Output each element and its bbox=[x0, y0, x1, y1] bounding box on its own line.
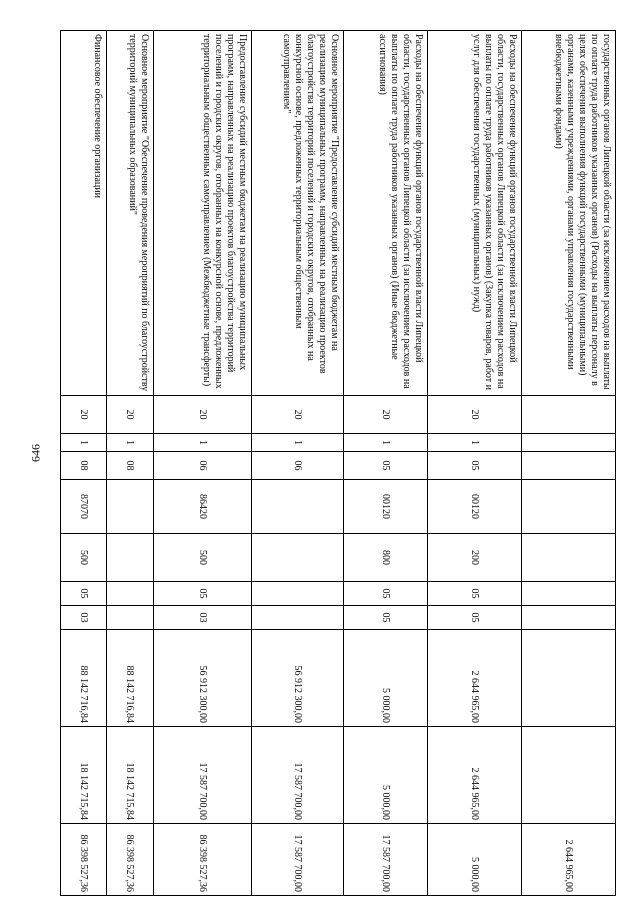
code-cell: 20 bbox=[252, 396, 344, 434]
code-cell: 03 bbox=[154, 606, 252, 630]
code-cell: 08 bbox=[61, 452, 107, 480]
code-cell bbox=[522, 480, 616, 534]
code-cell: 20 bbox=[344, 396, 428, 434]
code-cell: 500 bbox=[154, 534, 252, 582]
code-cell: 1 bbox=[252, 434, 344, 452]
row-description: Расходы на обеспечение функций органов государственной власти Липецкой области, государственных органов Липецкой области (за исключением расходов на выплаты по оплате труда работников указанных органов) (Иные бюджетные ассигнования) bbox=[344, 31, 428, 396]
amount-cell: 88 142 716,84 bbox=[107, 630, 154, 727]
code-cell bbox=[522, 434, 616, 452]
code-cell: 05 bbox=[61, 582, 107, 606]
code-cell bbox=[107, 534, 154, 582]
code-cell: 05 bbox=[428, 582, 522, 606]
code-cell bbox=[522, 582, 616, 606]
code-cell: 05 bbox=[428, 452, 522, 480]
row-description: Финансовое обеспечение организации bbox=[61, 31, 107, 396]
code-cell: 06 bbox=[154, 452, 252, 480]
code-cell: 05 bbox=[344, 582, 428, 606]
amount-cell: 86 398 527,36 bbox=[154, 824, 252, 896]
amount-cell: 17 587 700,00 bbox=[252, 824, 344, 896]
amount-cell: 86 398 527,36 bbox=[61, 824, 107, 896]
code-cell: 08 bbox=[107, 452, 154, 480]
code-cell: 1 bbox=[61, 434, 107, 452]
amount-cell: 5 000,00 bbox=[428, 824, 522, 896]
table-row bbox=[428, 31, 522, 896]
code-cell: 200 bbox=[428, 534, 522, 582]
amount-cell: 5 000,00 bbox=[344, 727, 428, 824]
amount-cell: 17 587 700,00 bbox=[154, 727, 252, 824]
code-cell: 86420 bbox=[154, 480, 252, 534]
code-cell: 20 bbox=[428, 396, 522, 434]
code-cell: 00120 bbox=[344, 480, 428, 534]
code-cell: 1 bbox=[107, 434, 154, 452]
row-description: Расходы на обеспечение функций органов государственной власти Липецкой области, государственных органов Липецкой области (за исключением расходов на выплаты по оплате труда работников указанных органов) (Закупка товаров, работ и услуг для обеспечения государственных (муниципальных) нужд) bbox=[428, 31, 522, 396]
row-description: Основное мероприятие "Обеспечение проведения мероприятий по благоустройству территорий муниципальных образований" bbox=[107, 31, 154, 396]
code-cell: 87070 bbox=[61, 480, 107, 534]
row-description: Основное мероприятие "Предоставление субсидий местным бюджетам на реализацию муниципальных программ, направленных на реализацию проектов благоустройства территорий поселений и городских округов, отобранных на конкурсной основе, предложенных территориальным общественным самоуправлением" bbox=[252, 31, 344, 396]
amount-cell bbox=[522, 727, 616, 824]
amount-cell: 86 398 527,36 bbox=[107, 824, 154, 896]
code-cell: 00120 bbox=[428, 480, 522, 534]
amount-cell: 2 644 965,00 bbox=[522, 824, 616, 896]
page-number: 646 bbox=[28, 444, 43, 462]
amount-cell: 18 142 715,84 bbox=[107, 727, 154, 824]
amount-cell: 56 912 300,00 bbox=[252, 630, 344, 727]
code-cell: 05 bbox=[344, 606, 428, 630]
code-cell: 05 bbox=[428, 606, 522, 630]
code-cell bbox=[107, 606, 154, 630]
code-cell: 1 bbox=[154, 434, 252, 452]
code-cell: 20 bbox=[61, 396, 107, 434]
row-description: государственных органов Липецкой области (за исключением расходов на выплаты по оплате труда работников указанных органов) (Расходы на выплаты персоналу в целях обеспечения выполнения функций государственными (муниципальными) органами, казенными учреждениями, органами управления государственными внебюджетными фондами) bbox=[522, 31, 616, 396]
code-cell bbox=[252, 480, 344, 534]
budget-table bbox=[60, 30, 616, 896]
code-cell: 05 bbox=[344, 452, 428, 480]
amount-cell: 17 587 700,00 bbox=[252, 727, 344, 824]
code-cell: 500 bbox=[61, 534, 107, 582]
table-row bbox=[107, 31, 154, 896]
code-cell: 800 bbox=[344, 534, 428, 582]
code-cell bbox=[252, 582, 344, 606]
code-cell bbox=[107, 480, 154, 534]
amount-cell: 56 912 300,00 bbox=[154, 630, 252, 727]
code-cell: 06 bbox=[252, 452, 344, 480]
code-cell bbox=[107, 582, 154, 606]
amount-cell: 5 000,00 bbox=[344, 630, 428, 727]
code-cell: 20 bbox=[107, 396, 154, 434]
table-row bbox=[154, 31, 252, 896]
code-cell: 20 bbox=[154, 396, 252, 434]
code-cell bbox=[252, 606, 344, 630]
table-row bbox=[344, 31, 428, 896]
code-cell: 1 bbox=[428, 434, 522, 452]
amount-cell: 2 644 965,00 bbox=[428, 727, 522, 824]
code-cell bbox=[522, 452, 616, 480]
table-row bbox=[522, 31, 616, 896]
code-cell bbox=[522, 606, 616, 630]
amount-cell: 2 644 965,00 bbox=[428, 630, 522, 727]
row-description: Предоставление субсидий местным бюджетам на реализацию муниципальных программ, направленных на реализацию проектов благоустройства территорий поселений и городских округов, отобранных на конкурсной основе, предложенных территориальным общественным самоуправлением (Межбюджетные трансферты) bbox=[154, 31, 252, 396]
code-cell: 03 bbox=[61, 606, 107, 630]
amount-cell: 18 142 715,84 bbox=[61, 727, 107, 824]
code-cell: 1 bbox=[344, 434, 428, 452]
code-cell bbox=[522, 534, 616, 582]
amount-cell: 17 587 700,00 bbox=[344, 824, 428, 896]
budget-table-page bbox=[61, 30, 616, 895]
amount-cell: 88 142 716,84 bbox=[61, 630, 107, 727]
code-cell bbox=[252, 534, 344, 582]
code-cell bbox=[522, 396, 616, 434]
code-cell: 05 bbox=[154, 582, 252, 606]
amount-cell bbox=[522, 630, 616, 727]
table-row bbox=[61, 31, 107, 896]
table-row bbox=[252, 31, 344, 896]
